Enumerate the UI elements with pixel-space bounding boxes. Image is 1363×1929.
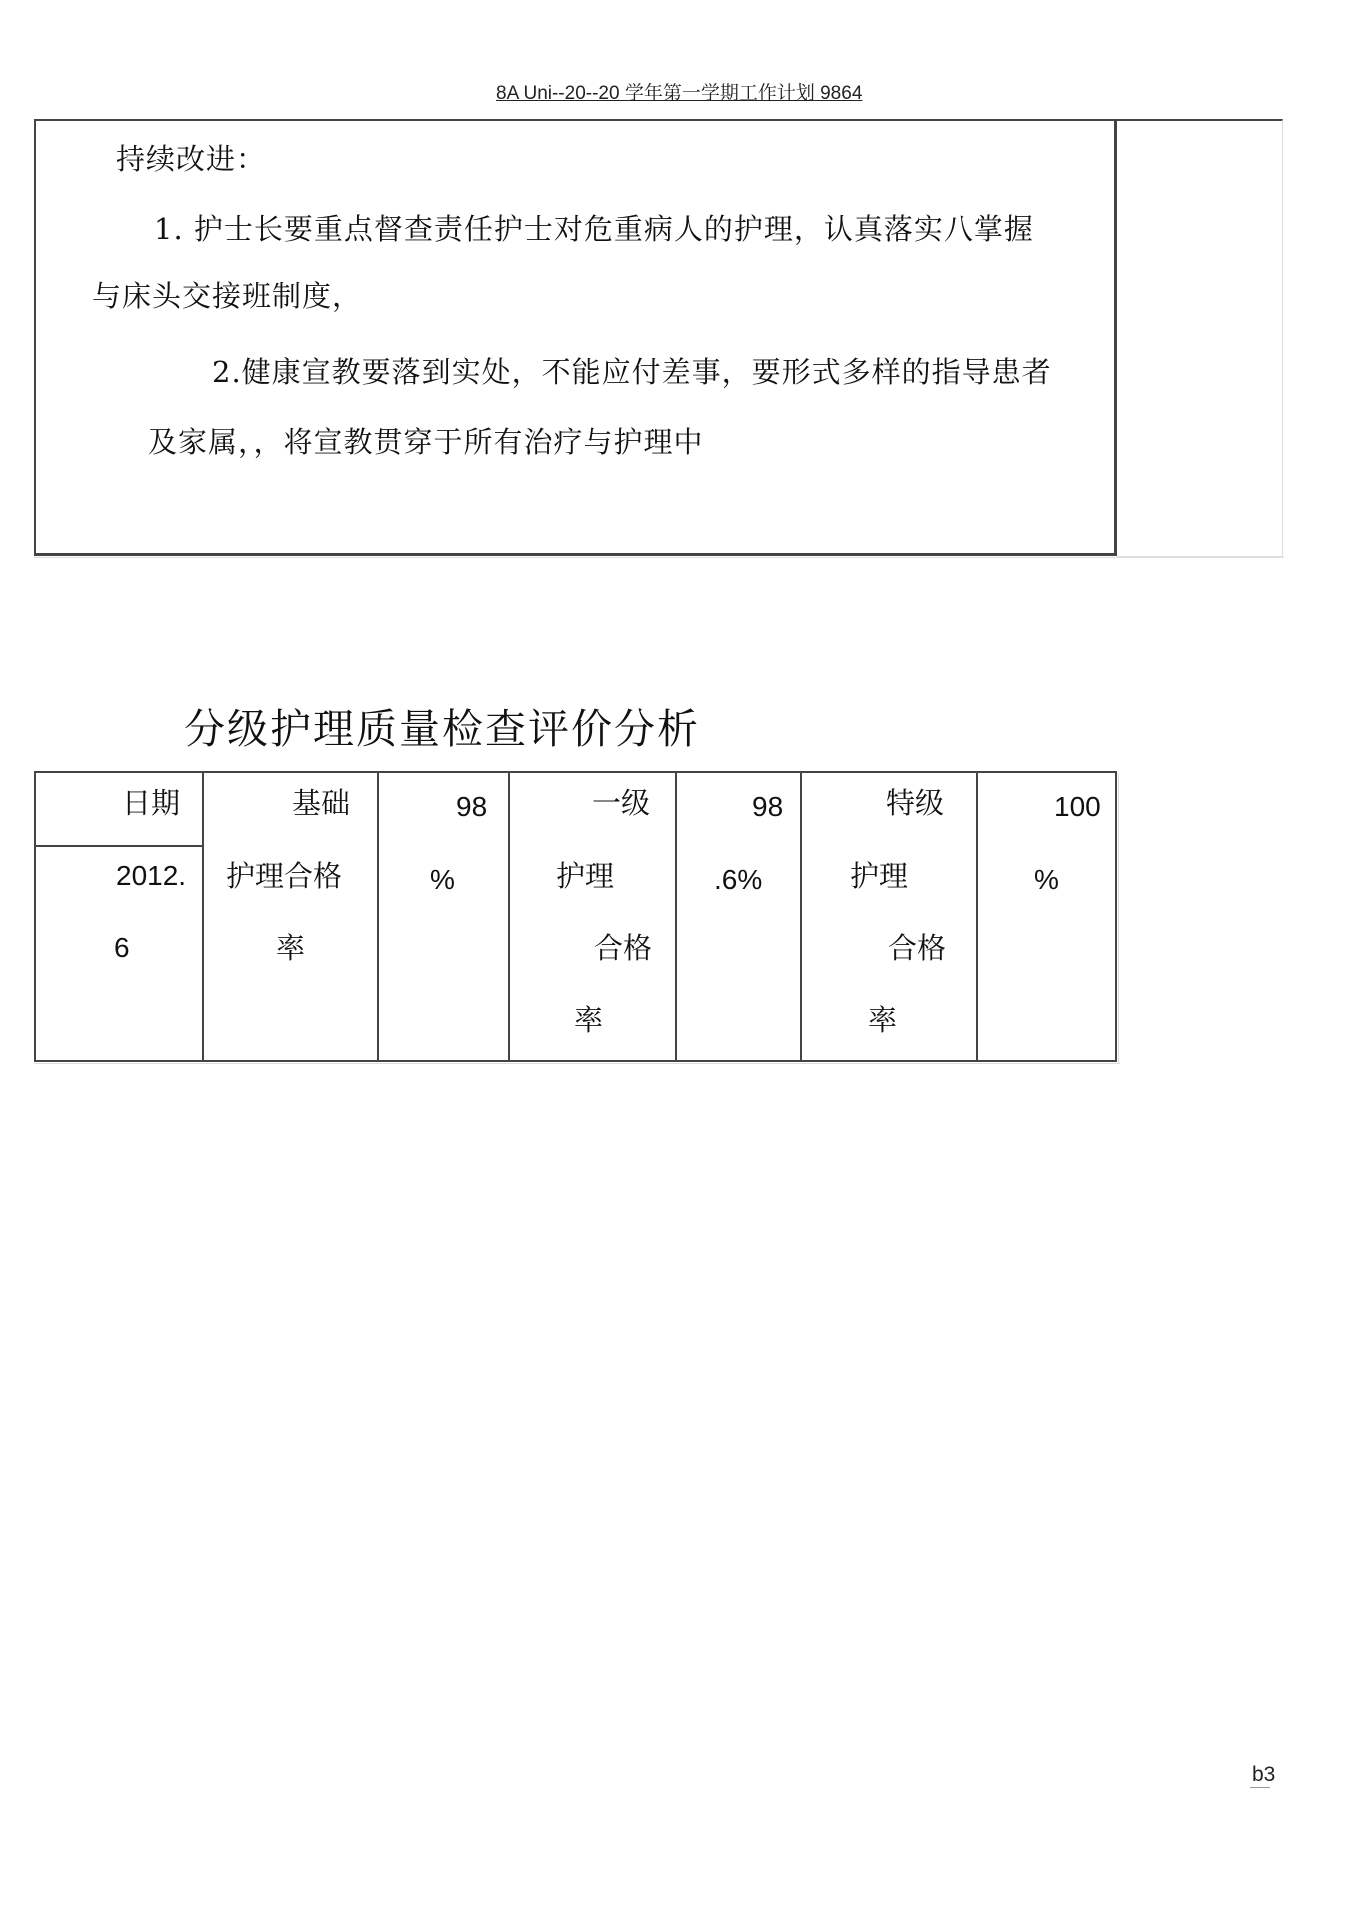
grade-quality-table — [34, 771, 1117, 1062]
special-nursing-label-line-4: 率 — [868, 1003, 898, 1037]
table-row-divider — [36, 845, 202, 847]
table-column-divider — [377, 773, 379, 1060]
special-nursing-label-line-3: 合格 — [888, 931, 947, 965]
table-column-divider — [800, 773, 802, 1060]
level-1-nursing-value-line-1: 98 — [752, 791, 784, 822]
improvement-item-2-line-2: 及家属，，将宣教贯穿于所有治疗与护理中 — [148, 425, 704, 459]
date-header: 日期 — [122, 786, 181, 820]
table-column-divider — [202, 773, 204, 1060]
improvement-item-1-line-2: 与床头交接班制度， — [92, 279, 363, 313]
grade-table-shadow-right — [1118, 773, 1119, 1064]
special-nursing-label-line-1: 特级 — [886, 786, 945, 820]
special-nursing-value-line-2: % — [1034, 864, 1059, 895]
improvement-box-shadow — [34, 557, 1284, 558]
improvement-heading: 持续改进： — [116, 142, 267, 176]
grade-table-shadow — [34, 1063, 1120, 1064]
basic-nursing-label-line-2: 护理合格 — [226, 859, 343, 893]
level-1-nursing-label-line-1: 一级 — [592, 786, 651, 820]
level-1-nursing-label-line-2: 护理 — [556, 859, 615, 893]
table-column-divider — [976, 773, 978, 1060]
basic-nursing-value-line-2: % — [430, 864, 455, 895]
table-column-divider — [675, 773, 677, 1060]
basic-nursing-label-line-1: 基础 — [292, 786, 351, 820]
special-nursing-label-line-2: 护理 — [850, 859, 909, 893]
basic-nursing-label-line-3: 率 — [276, 931, 306, 965]
special-nursing-value-line-1: 100 — [1054, 791, 1101, 822]
page-number: b3 — [1252, 1763, 1276, 1786]
improvement-item-2-line-1: 2.健康宣教要落到实处，不能应付差事，要形式多样的指导患者 — [212, 355, 1052, 389]
date-value-line-1: 2012. — [116, 860, 187, 891]
section-title: 分级护理质量检查评价分析 — [184, 705, 700, 753]
level-1-nursing-label-line-4: 率 — [574, 1003, 604, 1037]
improvement-item-1-line-1: 1. 护士长要重点督查责任护士对危重病人的护理，认真落实八掌握 — [154, 212, 1034, 246]
improvement-box — [34, 119, 1117, 556]
level-1-nursing-value-line-2: .6% — [714, 864, 763, 895]
basic-nursing-value-line-1: 98 — [456, 791, 488, 822]
improvement-side-cell — [1117, 119, 1283, 557]
page-header: 8A Uni--20--20 学年第一学期工作计划 9864 — [496, 83, 863, 104]
table-column-divider — [508, 773, 510, 1060]
page-number-underline — [1250, 1787, 1270, 1788]
level-1-nursing-label-line-3: 合格 — [594, 931, 653, 965]
date-value-line-2: 6 — [114, 932, 130, 963]
